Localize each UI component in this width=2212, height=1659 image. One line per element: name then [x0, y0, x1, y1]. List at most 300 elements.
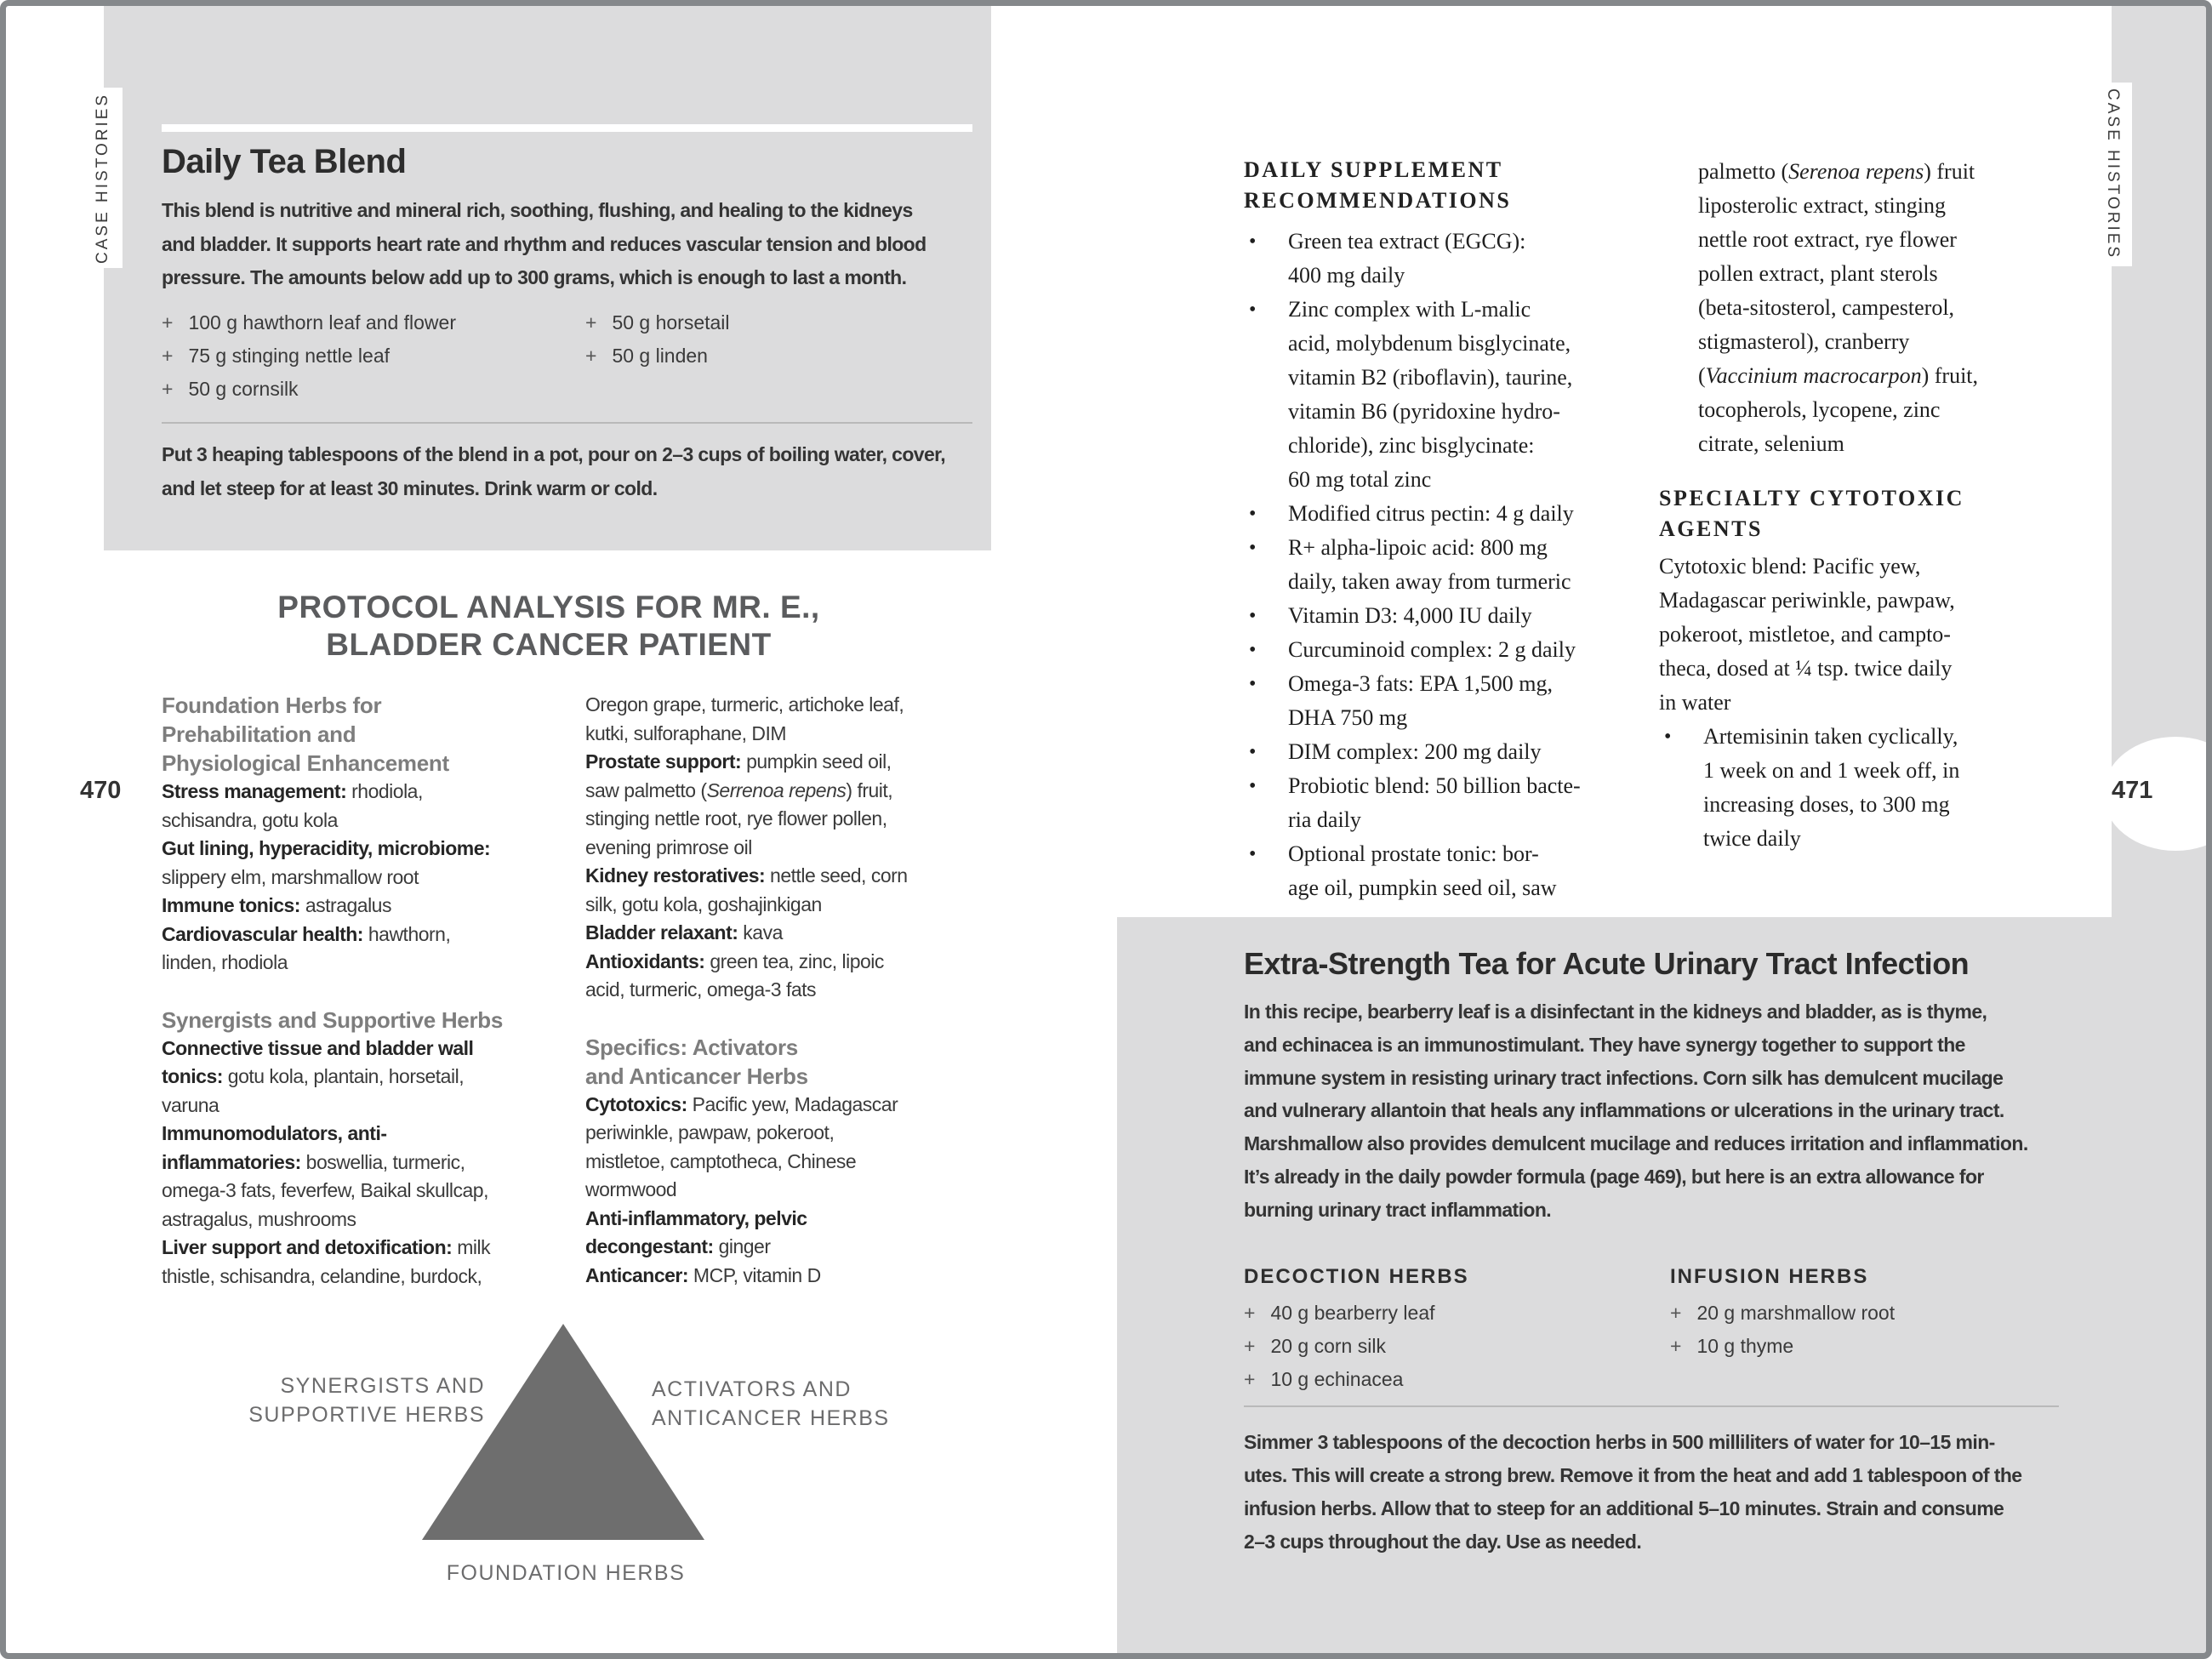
text-segment: Artemisinin taken cyclically,	[1703, 724, 1958, 749]
bullet-item	[1244, 769, 1644, 837]
text-segment: palmetto (	[1698, 159, 1789, 184]
text-line	[1659, 483, 2063, 514]
plus-marker: +	[1244, 1368, 1256, 1390]
text-segment: milk	[452, 1236, 491, 1258]
text-segment: pressure. The amounts below add up to 300 grams, which is enough to last a month.	[162, 266, 907, 288]
text-segment: ACTIVATORS AND	[652, 1377, 852, 1401]
text-line	[652, 1404, 924, 1433]
text-line	[585, 862, 985, 891]
plus-marker: +	[585, 311, 597, 334]
text-segment: utes. This will create a strong brew. Remove it from the heat and add 1 tablespoon of the	[1244, 1464, 2022, 1486]
protocol-column-1	[162, 691, 562, 1319]
text-line	[1288, 735, 1644, 769]
text-line	[1288, 701, 1644, 735]
text-segment: pokeroot, mistletoe, and campto-	[1659, 622, 1951, 647]
text-segment: omega-3 fats, feverfew, Baikal skullcap,	[162, 1179, 488, 1201]
tea-box-title: Daily Tea Blend	[162, 143, 407, 180]
text-line	[162, 864, 562, 892]
bullet-text	[1288, 293, 1644, 497]
bullet-marker: •	[1249, 299, 1257, 321]
text-segment: infusion herbs. Allow that to steep for an additional 5–10 minutes. Strain and consume	[1244, 1497, 2004, 1519]
text-segment: Vitamin D3: 4,000 IU daily	[1288, 603, 1532, 628]
text-segment: mistletoe, camptotheca, Chinese	[585, 1149, 857, 1172]
ingredient-text: 75 g stinging nettle leaf	[188, 345, 390, 367]
text-segment: Vaccinium macrocarpon	[1705, 363, 1922, 388]
text-segment: stigmasterol), cranberry	[1698, 329, 1910, 354]
text-line	[1288, 565, 1644, 599]
text-line	[1659, 686, 2063, 720]
text-segment: astragalus, mushrooms	[162, 1207, 356, 1230]
text-line	[1288, 361, 1644, 395]
text-segment: DHA 750 mg	[1288, 705, 1408, 730]
text-segment: ) fruit,	[1921, 363, 1979, 388]
ingredient-text: 100 g hawthorn leaf and flower	[188, 311, 456, 334]
bullet-text	[1288, 735, 1644, 769]
bullet-item	[1244, 225, 1644, 293]
text-line	[1703, 822, 2063, 856]
text-segment: and bladder. It supports heart rate and rhythm and reduces vascular tension and blood	[162, 232, 926, 255]
text-line	[1659, 652, 2063, 686]
text-segment: wormwood	[585, 1178, 677, 1200]
text-line	[1244, 1525, 2021, 1559]
text-segment: Gut lining, hyperacidity, microbiome:	[162, 837, 491, 859]
text-segment: astragalus	[299, 894, 391, 916]
text-segment: and echinacea is an immunostimulant. They have synergy together to support the	[1244, 1033, 1965, 1056]
text-segment: Kidney restoratives:	[585, 864, 766, 887]
text-segment: daily, taken away from turmeric	[1288, 569, 1571, 594]
text-line	[585, 1205, 985, 1234]
tea-ingredients-column-2	[585, 306, 730, 373]
text-segment: vitamin B6 (pyridoxine hydro-	[1288, 399, 1560, 424]
bullet-text	[1288, 769, 1644, 837]
text-segment: This blend is nutritive and mineral rich, soothing, flushing, and healing to the kidneys	[162, 199, 913, 221]
text-line	[162, 1234, 562, 1263]
protocol-column-2	[585, 691, 985, 1318]
text-segment: saw palmetto (	[585, 778, 707, 801]
text-segment: vitamin B2 (riboflavin), taurine,	[1288, 365, 1573, 390]
text-segment: R+ alpha-lipoic acid: 800 mg	[1288, 535, 1548, 560]
text-segment: nettle seed, corn	[765, 864, 908, 887]
bullet-text	[1288, 633, 1644, 667]
text-line	[1288, 429, 1644, 463]
text-segment: Physiological Enhancement	[162, 750, 449, 776]
text-line	[162, 1149, 562, 1177]
bullet-marker: •	[1249, 503, 1257, 525]
text-line	[1244, 1029, 2028, 1062]
text-segment: Anti-inflammatory, pelvic	[585, 1206, 807, 1229]
triangle-label-foundation: FOUNDATION HERBS	[446, 1561, 686, 1585]
tea-box-instructions	[162, 438, 945, 505]
text-segment: kutki, sulforaphane, DIM	[585, 721, 787, 744]
infusion-herbs-list	[1670, 1297, 1895, 1363]
text-segment: evening primrose oil	[585, 835, 752, 858]
case-histories-tab-right: CASE HISTORIES	[2093, 83, 2132, 266]
text-segment: DAILY SUPPLEMENT	[1244, 157, 1503, 182]
text-segment: liposterolic extract, stinging	[1698, 193, 1946, 218]
plus-marker: +	[162, 378, 174, 400]
text-segment: Prostate support:	[585, 750, 742, 772]
text-line	[162, 835, 562, 864]
text-line	[1659, 514, 2063, 544]
tea-box-intro	[162, 194, 926, 295]
text-segment: Curcuminoid complex: 2 g daily	[1288, 637, 1576, 662]
text-line	[1703, 754, 2063, 788]
bullet-item	[1244, 735, 1644, 769]
text-segment: Oregon grape, turmeric, artichoke leaf,	[585, 693, 904, 715]
text-line	[162, 1035, 562, 1063]
plus-marker: +	[1244, 1302, 1256, 1324]
text-line	[162, 1263, 562, 1291]
text-segment: 400 mg daily	[1288, 263, 1405, 288]
text-line	[162, 949, 562, 978]
text-segment: schisandra, gotu kola	[162, 808, 338, 831]
text-line	[1659, 584, 2063, 618]
text-line	[162, 1177, 562, 1206]
uti-box-divider	[1244, 1405, 2059, 1407]
text-segment: theca, dosed at ¼ tsp. twice daily	[1659, 656, 1953, 681]
tea-ingredients-column-1	[162, 306, 456, 406]
ingredient-row	[1244, 1297, 1435, 1330]
plus-marker: +	[1670, 1302, 1682, 1324]
text-segment: ) fruit	[1924, 159, 1975, 184]
text-line	[585, 720, 985, 749]
plus-marker: +	[162, 345, 174, 367]
text-segment: SYNERGISTS AND	[280, 1374, 485, 1398]
text-segment: Simmer 3 tablespoons of the decoction herbs in 500 milliliters of water for 10–15 min-	[1244, 1431, 1995, 1453]
bullet-marker: •	[1664, 726, 1672, 748]
text-line	[162, 720, 562, 749]
supplements-column	[1244, 155, 1644, 905]
text-line	[1288, 837, 1644, 871]
ingredient-text: 10 g thyme	[1696, 1335, 1794, 1357]
text-line	[1288, 225, 1644, 259]
text-segment: hawthorn,	[362, 922, 451, 945]
text-segment: Foundation Herbs for	[162, 693, 382, 718]
text-line	[1244, 1094, 2028, 1127]
text-segment: green tea, zinc, lipoic	[704, 949, 884, 972]
bullet-item	[1244, 633, 1644, 667]
text-line	[585, 1119, 985, 1148]
text-line	[1244, 1459, 2021, 1492]
text-line	[1698, 393, 2063, 427]
text-line	[247, 1371, 485, 1400]
text-line	[119, 589, 978, 626]
bullet-marker: •	[1249, 741, 1257, 763]
text-line	[1698, 223, 2063, 257]
text-line	[1244, 995, 2028, 1029]
text-line	[1288, 395, 1644, 429]
text-segment: slippery elm, marshmallow root	[162, 865, 419, 888]
text-line	[585, 1262, 985, 1291]
bullet-marker: •	[1249, 231, 1257, 253]
uti-box-intro	[1244, 995, 2028, 1227]
text-segment: Bladder relaxant:	[585, 921, 738, 944]
text-segment: rhodiola,	[346, 780, 423, 802]
text-segment: Connective tissue and bladder wall	[162, 1036, 474, 1059]
text-segment: 60 mg total zinc	[1288, 467, 1432, 492]
text-segment: varuna	[162, 1093, 219, 1116]
text-segment: nettle root extract, rye flower	[1698, 227, 1957, 252]
text-line	[162, 921, 562, 949]
bullet-item	[1244, 837, 1644, 905]
text-line	[162, 1092, 562, 1120]
text-line	[585, 1033, 985, 1062]
ingredient-text: 40 g bearberry leaf	[1270, 1302, 1435, 1324]
text-segment: ANTICANCER HERBS	[652, 1406, 890, 1430]
ingredient-text: 10 g echinacea	[1270, 1368, 1404, 1390]
text-segment: Probiotic blend: 50 billion bacte-	[1288, 773, 1581, 798]
text-segment: SUPPORTIVE HERBS	[248, 1403, 485, 1427]
text-line	[1698, 291, 2063, 325]
text-segment: ria daily	[1288, 807, 1361, 832]
text-line	[585, 1062, 985, 1091]
text-segment: PROTOCOL ANALYSIS FOR MR. E.,	[277, 590, 820, 624]
text-line	[1288, 633, 1644, 667]
text-segment: Liver support and detoxification:	[162, 1236, 453, 1258]
decoction-herbs-heading: DECOCTION HERBS	[1244, 1265, 1469, 1288]
text-line	[1659, 618, 2063, 652]
text-line	[1288, 531, 1644, 565]
bullet-text	[1288, 837, 1644, 905]
cytotoxic-agents-heading	[1659, 483, 2063, 544]
ingredient-row	[162, 306, 456, 339]
text-segment: Zinc complex with L-malic	[1288, 297, 1531, 322]
bullet-marker: •	[1249, 775, 1257, 797]
text-segment: ) fruit,	[846, 778, 893, 801]
text-segment: pumpkin seed oil,	[741, 750, 892, 772]
text-segment: Omega-3 fats: EPA 1,500 mg,	[1288, 671, 1554, 696]
text-line	[162, 1006, 562, 1035]
plus-marker: +	[1244, 1335, 1256, 1357]
text-segment: chloride), zinc bisglycinate:	[1288, 433, 1535, 458]
text-line	[1288, 769, 1644, 803]
text-segment: Immune tonics:	[162, 894, 300, 916]
text-line	[585, 1176, 985, 1205]
text-line	[1244, 1194, 2028, 1227]
text-segment: AGENTS	[1659, 516, 1763, 541]
bullet-text	[1288, 531, 1644, 599]
text-segment: pollen extract, plant sterols	[1698, 261, 1938, 286]
bullet-text	[1288, 667, 1644, 735]
page-number-right: 471	[2112, 777, 2153, 804]
ingredient-text: 20 g corn silk	[1270, 1335, 1386, 1357]
protocol-block	[162, 1006, 562, 1291]
text-segment: boswellia, turmeric,	[300, 1150, 465, 1173]
bullet-marker: •	[1249, 639, 1257, 661]
text-line	[162, 1063, 562, 1092]
protocol-heading	[119, 589, 978, 664]
ingredient-row	[585, 339, 730, 373]
text-line	[1244, 155, 1644, 185]
text-segment: In this recipe, bearberry leaf is a disinfectant in the kidneys and bladder, as is thyme,	[1244, 1001, 1987, 1023]
text-line	[1288, 803, 1644, 837]
text-line	[1698, 359, 2063, 393]
plus-marker: +	[585, 345, 597, 367]
bullet-item	[1244, 667, 1644, 735]
text-line	[119, 626, 978, 664]
text-line	[162, 778, 562, 807]
text-line	[1288, 667, 1644, 701]
text-segment: kava	[738, 921, 783, 944]
bullet-text	[1703, 720, 2063, 856]
text-line	[585, 1148, 985, 1177]
page-number-left: 470	[80, 777, 122, 804]
text-segment: citrate, selenium	[1698, 431, 1844, 456]
text-segment: thistle, schisandra, celandine, burdock,	[162, 1264, 482, 1287]
bullet-text	[1288, 225, 1644, 293]
text-segment: Marshmallow also provides demulcent mucilage and reduces irritation and inflammation.	[1244, 1132, 2028, 1155]
text-segment: Serenoa repens	[1788, 159, 1924, 184]
text-segment: Stress management:	[162, 780, 347, 802]
text-segment: DIM complex: 200 mg daily	[1288, 739, 1542, 764]
text-segment: tocopherols, lycopene, zinc	[1698, 397, 1941, 422]
text-segment: RECOMMENDATIONS	[1244, 188, 1512, 213]
bullet-marker: •	[1249, 537, 1257, 559]
text-segment: silk, gotu kola, goshajinkigan	[585, 892, 822, 915]
tea-box-top-rule	[162, 124, 972, 132]
plus-marker: +	[162, 311, 174, 334]
ingredient-text: 20 g marshmallow root	[1696, 1302, 1896, 1324]
text-segment: gotu kola, plantain, horsetail,	[222, 1065, 465, 1087]
text-line	[1288, 259, 1644, 293]
text-line	[1659, 550, 2063, 584]
text-line	[247, 1400, 485, 1429]
text-segment: (beta-sitosterol, campesterol,	[1698, 295, 1955, 320]
text-line	[1244, 1127, 2028, 1160]
text-segment: stinging nettle root, rye flower pollen,	[585, 807, 887, 830]
text-segment: 1 week on and 1 week off, in	[1703, 758, 1960, 783]
ingredient-row	[162, 339, 456, 373]
text-segment: Specifics: Activators	[585, 1034, 798, 1060]
text-segment: burning urinary tract inflammation.	[1244, 1198, 1552, 1221]
text-segment: and let steep for at least 30 minutes. Drink warm or cold.	[162, 476, 658, 499]
text-segment: (	[1698, 363, 1706, 388]
text-line	[585, 691, 985, 720]
bullet-item	[1244, 293, 1644, 497]
bullet-marker: •	[1249, 605, 1257, 627]
text-segment: Immunomodulators, anti-	[162, 1122, 387, 1144]
bullet-item	[1659, 720, 2063, 856]
ingredient-row	[1244, 1363, 1435, 1396]
text-segment: decongestant:	[585, 1235, 714, 1257]
bullet-marker: •	[1249, 843, 1257, 865]
text-segment: Madagascar periwinkle, pawpaw,	[1659, 588, 1955, 613]
uti-box-instructions	[1244, 1426, 2021, 1559]
ingredient-row	[1670, 1330, 1895, 1363]
text-line	[162, 194, 926, 228]
text-line	[585, 805, 985, 834]
supplements-continuation	[1659, 155, 2063, 461]
text-line	[585, 919, 985, 948]
text-line	[1288, 497, 1644, 531]
text-line	[1288, 463, 1644, 497]
supplements-heading	[1244, 155, 1644, 216]
text-segment: BLADDER CANCER PATIENT	[326, 627, 772, 662]
text-segment: acid, molybdenum bisglycinate,	[1288, 331, 1571, 356]
text-segment: acid, turmeric, omega-3 fats	[585, 978, 817, 1001]
bullet-item	[1244, 599, 1644, 633]
text-line	[162, 228, 926, 262]
text-line	[1698, 325, 2063, 359]
ingredient-row	[1670, 1297, 1895, 1330]
text-line	[162, 892, 562, 921]
text-segment: and Anticancer Herbs	[585, 1063, 808, 1089]
uti-box-title: Extra-Strength Tea for Acute Urinary Tract Infection	[1244, 946, 1970, 981]
decoction-herbs-list	[1244, 1297, 1435, 1396]
text-line	[162, 472, 945, 506]
text-line	[585, 891, 985, 920]
text-line	[585, 1233, 985, 1262]
infusion-herbs-heading: INFUSION HERBS	[1670, 1265, 1869, 1288]
protocol-subheading	[585, 1033, 985, 1091]
text-segment: Antioxidants:	[585, 949, 705, 972]
tea-box-divider	[162, 422, 972, 424]
text-line	[1288, 871, 1644, 905]
text-line	[1244, 1160, 2028, 1194]
protocol-block	[585, 691, 985, 1005]
text-segment: and vulnerary allantoin that heals any inflammations or ulcerations in the urinary tract.	[1244, 1099, 2004, 1122]
text-line	[1244, 185, 1644, 216]
text-segment: Serrenoa repens	[706, 778, 847, 801]
ingredient-text: 50 g linden	[612, 345, 708, 367]
triangle-label-activators	[652, 1375, 924, 1433]
artemisinin-item	[1659, 720, 2063, 856]
text-segment: Synergists and Supportive Herbs	[162, 1006, 504, 1033]
text-segment: Prehabilitation and	[162, 721, 356, 747]
text-segment: Anticancer:	[585, 1263, 689, 1286]
text-line	[1703, 720, 2063, 754]
text-line	[1244, 1492, 2021, 1525]
text-segment: Cardiovascular health:	[162, 922, 363, 945]
text-line	[585, 1091, 985, 1120]
text-line	[1698, 257, 2063, 291]
text-segment: age oil, pumpkin seed oil, saw	[1288, 875, 1557, 900]
supplements-list	[1244, 225, 1644, 905]
text-segment: linden, rhodiola	[162, 951, 288, 973]
text-segment: Pacific yew, Madagascar	[687, 1092, 898, 1115]
text-segment: Put 3 heaping tablespoons of the blend in a pot, pour on 2–3 cups of boiling water, cover,	[162, 443, 946, 465]
text-line	[162, 1120, 562, 1149]
text-line	[585, 948, 985, 977]
text-line	[1698, 427, 2063, 461]
protocol-block	[585, 1033, 985, 1291]
text-segment: inflammatories:	[162, 1150, 301, 1173]
case-histories-tab-left: CASE HISTORIES	[83, 88, 123, 268]
text-line	[1703, 788, 2063, 822]
bullet-item	[1244, 497, 1644, 531]
text-line	[652, 1375, 924, 1404]
text-segment: increasing doses, to 300 mg	[1703, 792, 1950, 817]
protocol-subheading	[162, 1006, 562, 1035]
text-segment: Modified citrus pectin: 4 g daily	[1288, 501, 1574, 526]
text-segment: twice daily	[1703, 826, 1801, 851]
text-segment: Cytotoxic blend: Pacific yew,	[1659, 554, 1921, 579]
text-line	[585, 777, 985, 806]
ingredient-text: 50 g cornsilk	[188, 378, 299, 400]
text-line	[585, 834, 985, 863]
supplements-continuation-column	[1659, 155, 2063, 856]
text-segment: in water	[1659, 690, 1731, 715]
text-line	[162, 1206, 562, 1234]
text-segment: 2–3 cups throughout the day. Use as needed.	[1244, 1531, 1642, 1553]
ingredient-row	[585, 306, 730, 339]
text-line	[1288, 599, 1644, 633]
text-segment: Green tea extract (EGCG):	[1288, 229, 1526, 254]
text-line	[162, 261, 926, 295]
bullet-text	[1288, 497, 1644, 531]
text-line	[1288, 293, 1644, 327]
ingredient-row	[162, 373, 456, 406]
